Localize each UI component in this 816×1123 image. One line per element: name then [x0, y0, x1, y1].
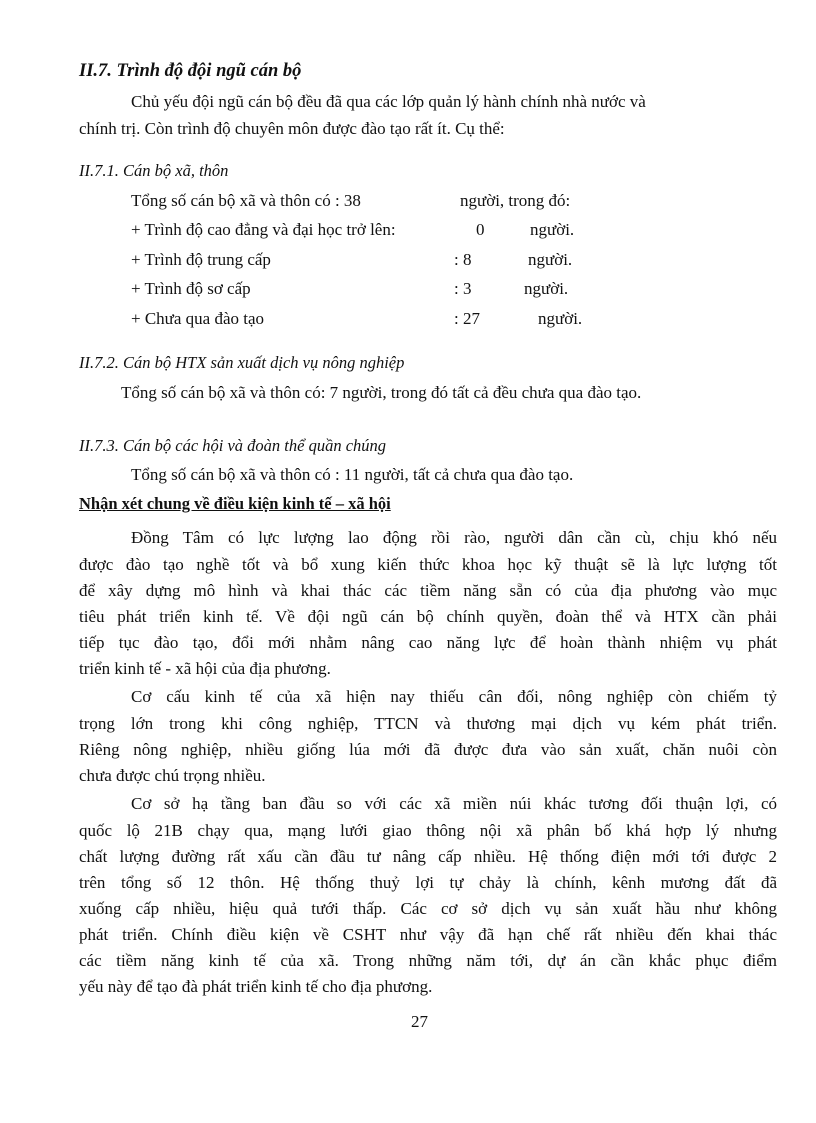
row-unit: người. — [538, 309, 583, 328]
row-unit: người. — [528, 250, 573, 269]
row-label: + Trình độ sơ cấp — [131, 279, 251, 298]
subsection-3-text: Tổng số cán bộ xã và thôn có : 11 người, tất cả chưa qua đào tạo. — [131, 465, 574, 484]
page-number: 27 — [411, 1012, 428, 1031]
paragraph-3-line: yếu này để tạo đà phát triển kinh tế cho địa phương. — [79, 977, 433, 996]
row-unit: người. — [530, 220, 575, 239]
paragraph-3-line: quốc lộ 21B chạy qua, mạng lưới giao thông nội xã phân bố khá hợp lý nhưng — [79, 821, 777, 840]
paragraph-3-line: chất lượng đường rất xấu cần đầu tư nâng cấp nhiều. Hệ thống điện mới tới được 2 — [79, 847, 777, 866]
paragraph-3-line: các tiềm năng kinh tế của xã. Trong những năm tới, dự án cần khắc phục điểm — [79, 951, 777, 970]
intro-line-1: Chủ yếu đội ngũ cán bộ đều đã qua các lớp quản lý hành chính nhà nước và — [131, 92, 646, 111]
paragraph-1-line: được đào tạo nghề tốt và bổ xung kiến thức khoa học kỹ thuật sẽ là lực lượng tốt — [79, 555, 777, 574]
paragraph-3-line: phát triển. Chính điều kiện về CSHT như vậy đã hạn chế rất nhiều đến khai thác — [79, 925, 777, 944]
paragraph-1-line: triển kinh tế - xã hội của địa phương. — [79, 659, 331, 678]
row-value: : 3 — [454, 279, 472, 298]
row-label: + Chưa qua đào tạo — [131, 309, 265, 328]
subsection-title-1: II.7.1. Cán bộ xã, thôn — [79, 161, 229, 180]
paragraph-2-line: Riêng nông nghiệp, nhiều giống lúa mới đã được đưa vào sản xuất, chăn nuôi còn — [79, 740, 777, 759]
subsection-title-3: II.7.3. Cán bộ các hội và đoàn thể quần chúng — [79, 436, 387, 455]
paragraph-3-line: Cơ sở hạ tầng ban đầu so với các xã miền núi khác tương đối thuận lợi, có — [131, 794, 777, 813]
intro-line-2: chính trị. Còn trình độ chuyên môn được đào tạo rất ít. Cụ thể: — [79, 119, 505, 138]
subsection-2-text: Tổng số cán bộ xã và thôn có: 7 người, trong đó tất cả đều chưa qua đào tạo. — [121, 383, 642, 402]
row-value: : 27 — [454, 309, 480, 328]
row-label: + Trình độ cao đẳng và đại học trở lên: — [131, 220, 396, 239]
summary-heading: Nhận xét chung về điều kiện kinh tế – xã hội — [79, 494, 391, 513]
paragraph-2-line: chưa được chú trọng nhiều. — [79, 766, 266, 785]
paragraph-1-line: tiêu phát triển kinh tế. Về đội ngũ cán bộ chính quyền, đoàn thể và HTX cần phải — [79, 607, 777, 626]
paragraph-1-line: Đồng Tâm có lực lượng lao động rồi rào, người dân cần cù, chịu khó nếu — [131, 528, 777, 547]
total-label: Tổng số cán bộ xã và thôn có : 38 — [131, 191, 361, 210]
row-value: : 8 — [454, 250, 472, 269]
paragraph-1-line: để xây dựng mô hình và khai thác các tiềm năng sẵn có của địa phương vào mục — [79, 581, 777, 600]
row-unit: người. — [524, 279, 569, 298]
paragraph-1-line: tiếp tục đào tạo, đổi mới nhằm nâng cao năng lực để hoàn thành nhiệm vụ phát — [79, 633, 777, 652]
section-title: II.7. Trình độ đội ngũ cán bộ — [79, 61, 302, 81]
row-label: + Trình độ trung cấp — [131, 250, 271, 269]
paragraph-2-line: trọng lớn trong khi công nghiệp, TTCN và thương mại dịch vụ kém phát triển. — [79, 714, 777, 733]
subsection-title-2: II.7.2. Cán bộ HTX sản xuất dịch vụ nông nghiệp — [79, 353, 405, 372]
total-suffix: người, trong đó: — [460, 191, 571, 210]
row-value: 0 — [476, 220, 485, 239]
paragraph-2-line: Cơ cấu kinh tế của xã hiện nay thiếu cân đối, nông nghiệp còn chiếm tỷ — [131, 687, 777, 706]
paragraph-3-line: xuống cấp nhiều, hiệu quả tưới thấp. Các cơ sở dịch vụ sản xuất hầu như không — [79, 899, 777, 918]
paragraph-3-line: trên tổng số 12 thôn. Hệ thống thuỷ lợi tự chảy là chính, kênh mương đất đã — [79, 873, 777, 892]
